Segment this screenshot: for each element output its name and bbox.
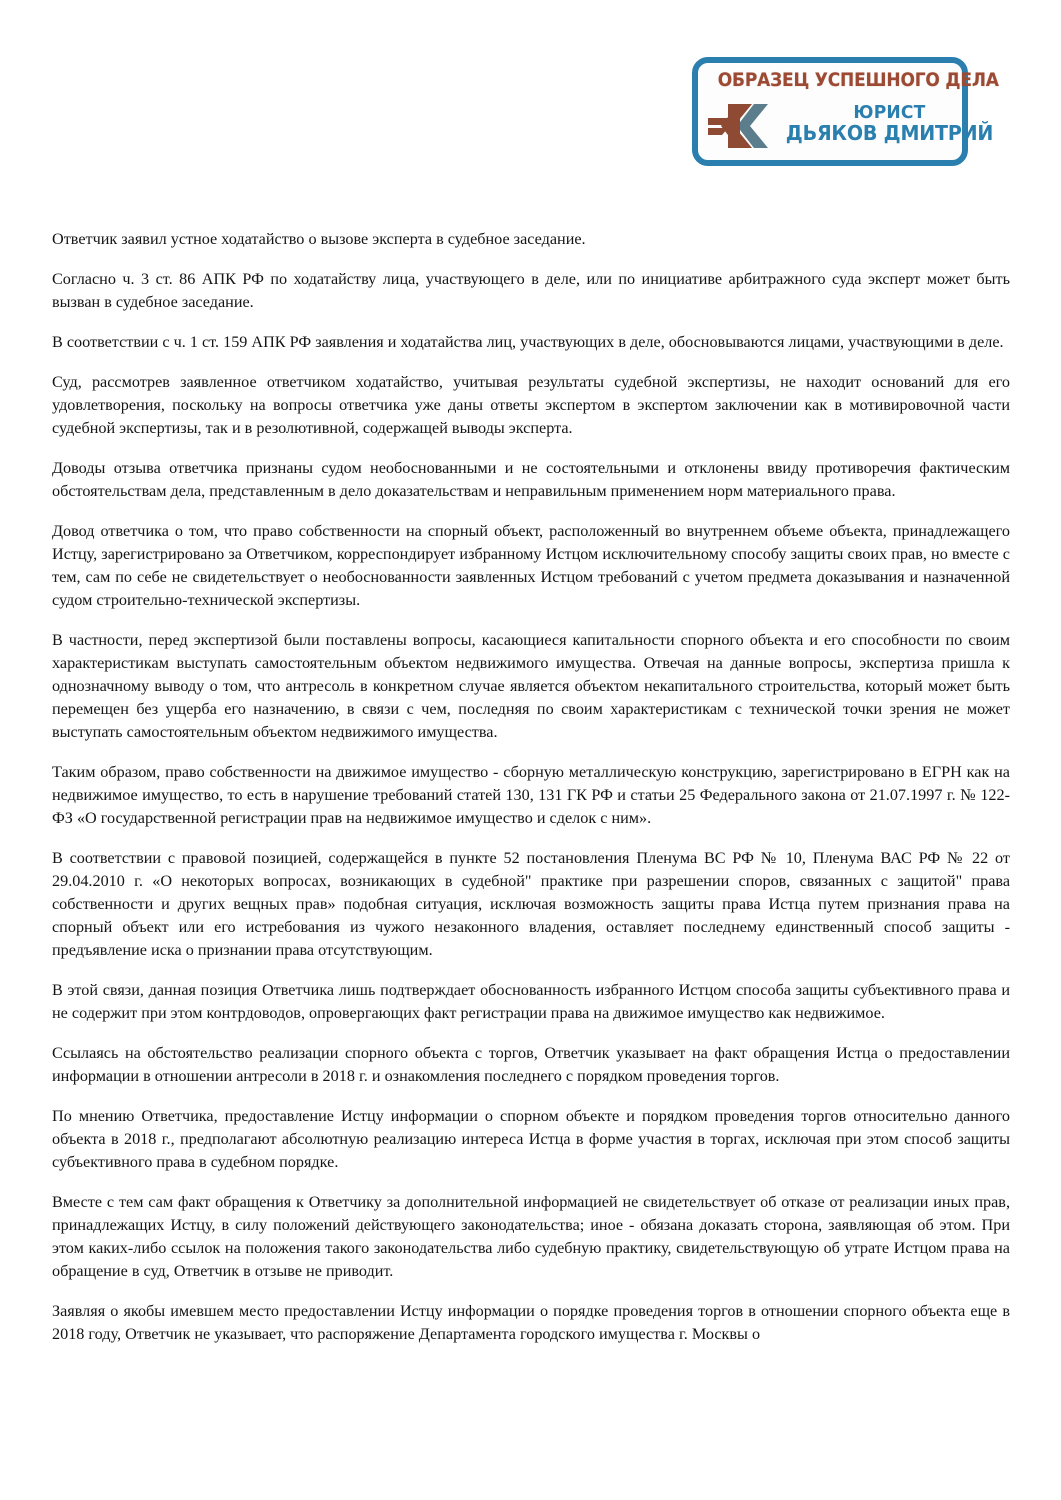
stamp-title-text: ОБРАЗЕЦ УСПЕШНОГО ДЕЛА — [717, 70, 999, 91]
stamp-name-block — [778, 104, 1003, 144]
stamp-person-name-text: ДЬЯКОВ ДМИТРИЙ — [785, 120, 994, 145]
paragraph: Согласно ч. 3 ст. 86 АПК РФ по ходатайству лица, участвующего в деле, или по инициативе арбитражного суда эксперт может быть вызван в судебное заседание. — [52, 270, 1010, 311]
paragraph: В частности, перед экспертизой были поставлены вопросы, касающиеся капитальности спорного объекта и его способности по своим характеристикам выступать самостоятельным объектом недвижимого имущества. Отвечая на данные вопросы, экспертиза пришла к однозначному выводу о том, что антресоль в конкретном случае является объектом некапитального строительства, который может быть перемещен без ущерба его назначению, в связи с чем, последняя по своим характеристикам с технической точки зрения не может выступать самостоятельным объектом недвижимого имущества. — [52, 631, 1010, 741]
paragraph: По мнению Ответчика, предоставление Истцу информации о спорном объекте и порядком проведения торгов относительно данного объекта в 2018 г., предполагают абсолютную реализацию интереса Истца в форме участия в торгах, исключая при этом способ защиты субъективного права в судебном порядке. — [52, 1107, 1010, 1171]
stamp-body — [708, 95, 994, 155]
paragraph: Довод ответчика о том, что право собственности на спорный объект, расположенный во внутреннем объеме объекта, принадлежащего Истцу, зарегистрировано за Ответчиком, корреспондирует избранному Истцом исключительному способу защиты своих прав, но вместе с тем, сам по себе не свидетельствует о необоснованности заявленных Истцом требований с учетом предмета доказывания и назначенной судом строительно-технической экспертизы. — [52, 522, 1010, 609]
stylized-zhe-monogram-icon — [706, 96, 776, 152]
paragraph: Суд, рассмотрев заявленное ответчиком ходатайство, учитывая результаты судебной экспертизы, не находит оснований для его удовлетворения, поскольку на вопросы ответчика уже даны ответы экспертом в экспертом заключении как в мотивировочной части судебной экспертизы, так и в резолютивной, содержащей выводы эксперта. — [52, 373, 1010, 437]
paragraph: В соответствии с правовой позицией, содержащейся в пункте 52 постановления Пленума ВС РФ № 10, Пленума ВАС РФ № 22 от 29.04.2010 г. «О некоторых вопросах, возникающих в судебной" практике при разрешении споров, связанных с защитой" права собственности и других вещных прав» подобная ситуация, исключая возможность защиты права Истца путем признания права на спорный объект или его истребования из чужого незаконного владения, оставляет последнему единственный способ защиты - предъявление иска о признании права отсутствующим. — [52, 849, 1010, 959]
paragraph: Вместе с тем сам факт обращения к Ответчику за дополнительной информацией не свидетельствует об отказе от реализации иных прав, принадлежащих Истцу, в силу положений действующего законодательства; иное - обязана доказать сторона, заявляющая об этом. При этом каких-либо ссылок на положения такого законодательства либо судебную практику, свидетельствующую об утрате Истцом права на обращение в суд, Ответчик в отзыве не приводит. — [52, 1193, 1010, 1280]
paragraph: Заявляя о якобы имевшем место предоставлении Истцу информации о порядке проведения торгов в отношении спорного объекта еще в 2018 году, Ответчик не указывает, что распоряжение Департамента городского имущества г. Москвы о — [52, 1302, 1010, 1343]
success-case-stamp-logo — [692, 57, 999, 166]
paragraph: В этой связи, данная позиция Ответчика лишь подтверждает обоснованность избранного Истцом способа защиты субъективного права и не содержит при этом контрдоводов, опровергающих факт регистрации права на движимое имущество как недвижимое. — [52, 981, 1010, 1022]
paragraph: Ответчик заявил устное ходатайство о вызове эксперта в судебное заседание. — [52, 230, 586, 248]
paragraph: В соответствии с ч. 1 ст. 159 АПК РФ заявления и ходатайства лиц, участвующих в деле, обосновываются лицами, участвующими в деле. — [52, 333, 1004, 351]
paragraph: Таким образом, право собственности на движимое имущество - сборную металлическую конструкцию, зарегистрировано в ЕГРН как на недвижимое имущество, то есть в нарушение требований статей 130, 131 ГК РФ и статьи 25 Федерального закона от 21.07.1997 г. № 122-ФЗ «О государственной регистрации прав на недвижимое имущество и сделок с ним». — [52, 763, 1010, 827]
paragraph: Ссылаясь на обстоятельство реализации спорного объекта с торгов, Ответчик указывает на факт обращения Истца о предоставлении информации в отношении антресоли в 2018 г. и ознакомления последнего с порядком проведения торгов. — [52, 1044, 1010, 1085]
paragraph: Доводы отзыва ответчика признаны судом необоснованными и не состоятельными и отклонены ввиду противоречия фактическим обстоятельствам дела, представленным в дело доказательствам и неправильным применением норм материального права. — [52, 459, 1010, 500]
document-body — [52, 228, 1010, 1346]
stamp-role-text: ЮРИСТ — [853, 102, 926, 124]
